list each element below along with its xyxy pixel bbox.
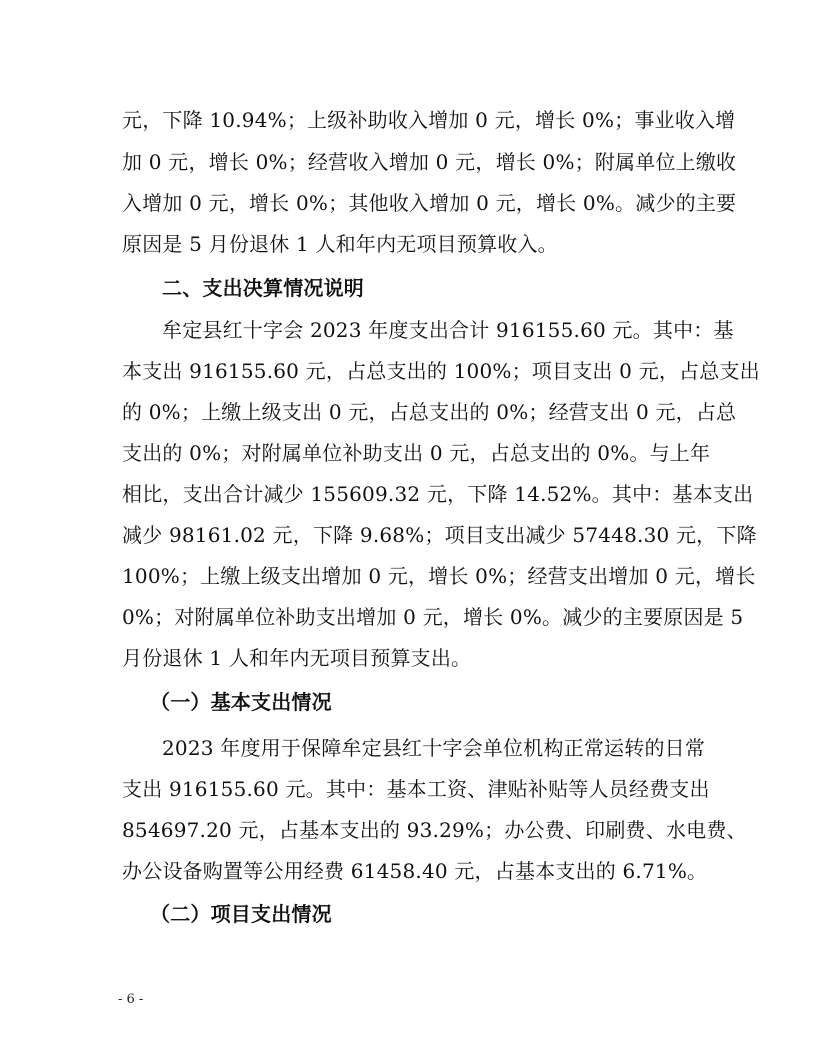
paragraph-line: 原因是 5 月份退休 1 人和年内无项目预算收入。 [122,232,558,256]
subsection-heading: （一）基本支出情况 [150,690,332,714]
subsection-heading: （二）项目支出情况 [150,902,332,926]
paragraph-line: 月份退休 1 人和年内无项目预算支出。 [122,646,472,670]
paragraph-line: 元，下降 10.94%；上级补助收入增加 0 元，增长 0%；事业收入增 [122,108,736,132]
paragraph-line: 支出的 0%；对附属单位补助支出 0 元，占总支出的 0%。与上年 [122,441,711,465]
paragraph-line: 854697.20 元，占基本支出的 93.29%；办公费、印刷费、水电费、 [122,818,747,842]
paragraph-line: 牟定县红十字会 2023 年度支出合计 916155.60 元。其中：基 [162,318,734,342]
section-heading: 二、支出决算情况说明 [162,276,364,300]
paragraph-line: 0%；对附属单位补助支出增加 0 元，增长 0%。减少的主要原因是 5 [122,605,744,629]
paragraph-line: 加 0 元，增长 0%；经营收入增加 0 元，增长 0%；附属单位上缴收 [122,150,737,174]
paragraph-line: 本支出 916155.60 元，占总支出的 100%；项目支出 0 元，占总支出 [122,359,760,383]
paragraph-line: 减少 98161.02 元，下降 9.68%；项目支出减少 57448.30 元，下降 [122,523,757,547]
paragraph-line: 入增加 0 元，增长 0%；其他收入增加 0 元，增长 0%。减少的主要 [122,191,737,215]
paragraph-line: 的 0%；上缴上级支出 0 元，占总支出的 0%；经营支出 0 元，占总 [122,400,737,424]
paragraph-line: 100%；上缴上级支出增加 0 元，增长 0%；经营支出增加 0 元，增长 [122,564,756,588]
page-number: - 6 - [118,992,144,1007]
paragraph-line: 相比，支出合计减少 155609.32 元，下降 14.52%。其中：基本支出 [122,482,754,506]
paragraph-line: 支出 916155.60 元。其中：基本工资、津贴补贴等人员经费支出 [122,777,710,801]
paragraph-line: 2023 年度用于保障牟定县红十字会单位机构正常运转的日常 [162,736,706,760]
paragraph-line: 办公设备购置等公用经费 61458.40 元，占基本支出的 6.71%。 [122,859,708,883]
